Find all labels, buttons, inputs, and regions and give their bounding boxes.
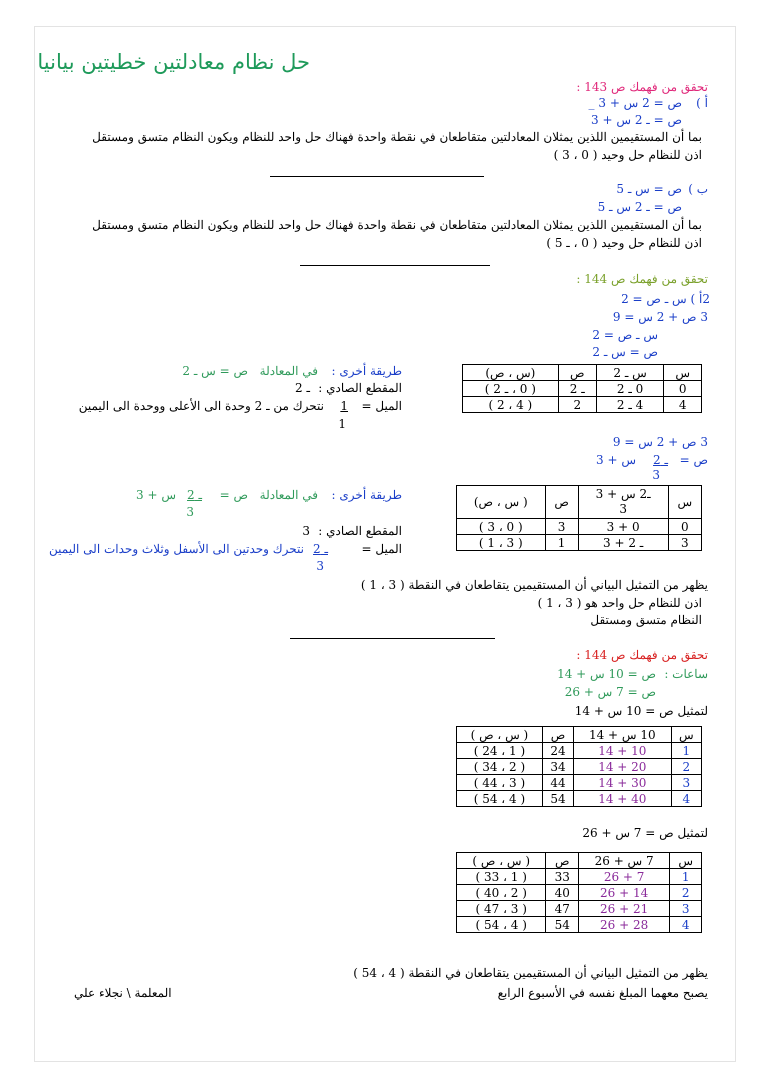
table-header-row: [457, 727, 702, 743]
s2-conclusion-3: النظام متسق ومستقل: [590, 613, 702, 627]
s2-alt2-eq-post: س + 3: [136, 488, 176, 502]
table-header-cell: ص: [546, 853, 579, 869]
s2-alt1-intercept-value: ـ 2: [295, 381, 310, 395]
table-cell: 0 ـ 2: [596, 381, 664, 397]
table-header-cell: ( س ، ص): [457, 486, 546, 519]
table-cell: 3: [545, 519, 578, 535]
s2-alt1-slope-label: الميل =: [361, 399, 402, 413]
s2-a-line3: س ـ ص = 2: [592, 328, 658, 342]
s2-alt2-label: طريقة أخرى :: [331, 488, 402, 502]
s2-a-line4: ص = س ـ 2: [592, 345, 658, 359]
table-header-cell: 7 س + 26: [578, 853, 669, 869]
table-row: [463, 381, 702, 397]
table-cell: 2: [670, 885, 702, 901]
table-cell: 40: [546, 885, 579, 901]
table-row: [457, 917, 702, 933]
s2-table2: [456, 485, 702, 551]
s2-table1: [462, 364, 702, 413]
table-cell: 44: [542, 775, 573, 791]
table-cell: 0: [668, 519, 701, 535]
page-title: حل نظام معادلتين خطيتين بيانيا: [37, 50, 310, 74]
table-cell: 2: [558, 397, 596, 413]
table-cell: 3: [671, 775, 701, 791]
table-header-cell: ( س ، ص ): [457, 853, 546, 869]
table-cell: ( 4 ، 2 ): [463, 397, 559, 413]
s2-alt2-eq-den: 3: [186, 505, 194, 519]
table-header-cell: [578, 486, 668, 519]
table-cell: ( 3 ، 1 ): [457, 535, 546, 551]
table-cell: 2: [671, 759, 701, 775]
s1-b-eq1: ص = س ـ 5: [616, 182, 682, 196]
s2-alt2-slope-num: ـ 2: [313, 542, 328, 556]
table-row: [457, 535, 702, 551]
table-cell: 10 + 14: [574, 743, 671, 759]
table-cell: 1: [545, 535, 578, 551]
s1-a-label: أ ): [696, 96, 708, 110]
s3-hours-label: ساعات :: [664, 667, 708, 681]
table-row: [457, 791, 702, 807]
table-header-cell: ( س ، ص ): [457, 727, 543, 743]
table-cell: 3: [670, 901, 702, 917]
table-cell: 4: [670, 917, 702, 933]
s2-alt1-slope-den: 1: [338, 417, 346, 431]
table-cell: ( 1 ، 33 ): [457, 869, 546, 885]
table-header-cell: ص: [545, 486, 578, 519]
s2-alt2-slope-label: الميل =: [361, 542, 402, 556]
s1-heading: تحقق من فهمك ص 143 :: [576, 80, 708, 94]
table-cell: 1: [671, 743, 701, 759]
table-row: [463, 397, 702, 413]
table-cell: ( 2 ، 34 ): [457, 759, 543, 775]
s2-alt2-intercept-value: 3: [302, 524, 310, 538]
s2-alt1-intercept-label: المقطع الصادي :: [318, 381, 402, 395]
table-header-cell: (س ، ص): [463, 365, 559, 381]
s3-conclusion-1: يظهر من التمثيل البياني أن المستقيمين يتقاطعان في النقطة ( 4 ، 54 ): [353, 966, 708, 980]
s3-eq1: ص = 10 س + 14: [557, 667, 656, 681]
s3-conclusion-2: يصبح معهما المبلغ نفسه في الأسبوع الرابع: [497, 986, 708, 1000]
table-cell: 4: [664, 397, 702, 413]
table-row: [457, 743, 702, 759]
table-cell: 7 + 26: [578, 869, 669, 885]
table2-header-expr: ـ2 س + 3: [595, 487, 651, 501]
s2-b-line2-den: 3: [652, 470, 660, 480]
table-cell: 14 + 26: [578, 885, 669, 901]
table-cell: ( 2 ، 40 ): [457, 885, 546, 901]
s1-b-solution: اذن للنظام حل وحيد ( 0 ، ـ 5 ): [546, 236, 702, 250]
s1-a-solution: اذن للنظام حل وحيد ( 0 ، 3 ): [553, 148, 702, 162]
table-cell: 54: [542, 791, 573, 807]
table-cell: 40 + 14: [574, 791, 671, 807]
table-header-cell: 10 س + 14: [574, 727, 671, 743]
table-cell: 30 + 14: [574, 775, 671, 791]
table-cell: ( 0 ، ـ 2 ): [463, 381, 559, 397]
divider: [300, 265, 490, 266]
s3-plot1-label: لتمثيل ص = 10 س + 14: [574, 704, 708, 718]
s2-a-line1: 2أ ) س ـ ص = 2: [621, 292, 710, 306]
table-cell: 0 + 3: [578, 519, 668, 535]
s2-alt1-eq: ص = س ـ 2: [182, 364, 248, 378]
s2-alt2-eq-frac: ـ 2: [187, 488, 202, 502]
s3-table1: [456, 726, 702, 807]
table-cell: ( 1 ، 24 ): [457, 743, 543, 759]
table-cell: ـ 2: [558, 381, 596, 397]
s2-alt2-slope-desc: نتحرك وحدتين الى الأسفل وثلاث وحدات الى اليمين: [49, 542, 304, 556]
s2-alt1-in-eq: في المعادلة: [259, 364, 318, 378]
s1-a-conclusion: بما أن المستقيمين اللذين يمثلان المعادلتين متقاطعان في نقطة واحدة فهناك حل واحد للنظام ويكون النظام متسق ومستقل: [92, 130, 702, 144]
table-cell: 34: [542, 759, 573, 775]
table-cell: 4 ـ 2: [596, 397, 664, 413]
table-row: [457, 775, 702, 791]
table-row: [457, 869, 702, 885]
table-cell: 3: [668, 535, 701, 551]
table-header-row: [457, 853, 702, 869]
s2-alt2-eq-pre: ص =: [219, 488, 248, 502]
s3-plot2-label: لتمثيل ص = 7 س + 26: [582, 826, 708, 840]
table-row: [457, 759, 702, 775]
s2-alt2-slope-den: 3: [316, 559, 324, 573]
table-header-cell: س ـ 2: [596, 365, 664, 381]
teacher-signature: المعلمة \ نجلاء علي: [74, 986, 172, 1000]
table-row: [457, 885, 702, 901]
table-cell: 54: [546, 917, 579, 933]
table-cell: 24: [542, 743, 573, 759]
s3-heading: تحقق من فهمك ص 144 :: [576, 648, 708, 662]
table-cell: 1: [670, 869, 702, 885]
table-cell: ( 4 ، 54 ): [457, 917, 546, 933]
table-cell: 20 + 14: [574, 759, 671, 775]
s2-b-line2-pre: ص =: [679, 453, 708, 467]
divider: [270, 176, 484, 177]
table-cell: 21 + 26: [578, 901, 669, 917]
s1-b-label: ب ): [688, 182, 708, 196]
s1-b-eq2: ص = ـ 2 س ـ 5: [597, 200, 682, 214]
s2-a-line2: 3 ص + 2 س = 9: [612, 310, 708, 324]
s2-alt1-slope-num: 1: [340, 399, 348, 413]
table-header-cell: ص: [558, 365, 596, 381]
s2-heading: تحقق من فهمك ص 144 :: [576, 272, 708, 286]
s3-eq2: ص = 7 س + 26: [564, 685, 656, 699]
s2-b-line2-frac: ـ 2: [653, 453, 668, 467]
table-cell: ( 4 ، 54 ): [457, 791, 543, 807]
s2-b-line1: 3 ص + 2 س = 9: [612, 435, 708, 449]
s2-alt1-label: طريقة أخرى :: [331, 364, 402, 378]
table-header-row: [463, 365, 702, 381]
table-header-cell: س: [670, 853, 702, 869]
s1-a-eq2: ص = ـ 2 س + 3: [591, 113, 682, 127]
table-header-cell: ص: [542, 727, 573, 743]
divider: [290, 638, 495, 639]
table2-header-den: 3: [619, 502, 627, 516]
table-header-row: [457, 486, 702, 519]
s1-b-conclusion: بما أن المستقيمين اللذين يمثلان المعادلتين متقاطعان في نقطة واحدة فهناك حل واحد للنظام ويكون النظام متسق ومستقل: [92, 218, 702, 232]
table-cell: 0: [664, 381, 702, 397]
s1-a-eq1: ص = 2 س + 3 _: [588, 96, 682, 110]
table-cell: 47: [546, 901, 579, 917]
table-header-cell: س: [671, 727, 701, 743]
s2-b-line2-post: س + 3: [596, 453, 636, 467]
table-row: [457, 519, 702, 535]
table-cell: ـ 2 + 3: [578, 535, 668, 551]
table-header-cell: س: [664, 365, 702, 381]
s3-table2: [456, 852, 702, 933]
s2-conclusion-1: يظهر من التمثيل البياني أن المستقيمين يتقاطعان في النقطة ( 3 ، 1 ): [360, 578, 708, 592]
table-header-cell: س: [668, 486, 701, 519]
table-row: [457, 901, 702, 917]
table-cell: 28 + 26: [578, 917, 669, 933]
table-cell: 33: [546, 869, 579, 885]
s2-alt1-slope-desc: نتحرك من ـ 2 وحدة الى الأعلى ووحدة الى اليمين: [78, 399, 324, 413]
table-cell: ( 3 ، 44 ): [457, 775, 543, 791]
s2-alt2-intercept-label: المقطع الصادي :: [318, 524, 402, 538]
s2-alt2-in-eq: في المعادلة: [259, 488, 318, 502]
s2-conclusion-2: اذن للنظام حل واحد هو ( 3 ، 1 ): [537, 596, 702, 610]
table-cell: ( 0 ، 3 ): [457, 519, 546, 535]
table-cell: ( 3 ، 47 ): [457, 901, 546, 917]
table-cell: 4: [671, 791, 701, 807]
